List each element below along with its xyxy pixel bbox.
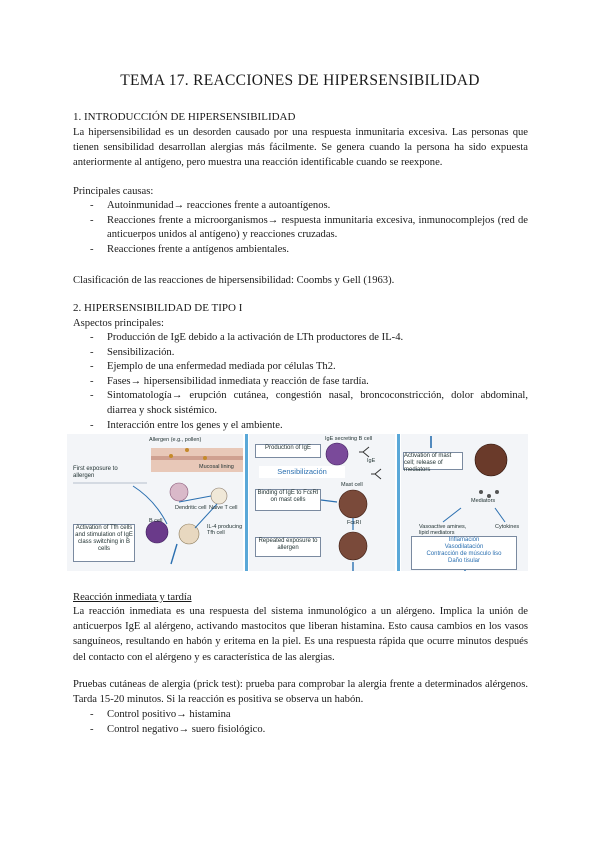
page-title: TEMA 17. REACCIONES DE HIPERSENSIBILIDAD xyxy=(120,72,480,89)
binding-box: Binding of IgE to FcεRI on mast cells xyxy=(255,489,321,511)
list-item: - Ejemplo de una enfermedad mediada por células Th2. xyxy=(90,360,528,375)
panel-divider xyxy=(397,434,400,571)
b-cell-shape xyxy=(146,521,168,543)
activation-box: Activation of Tfh cells and stimulation of IgE class switching in B cells xyxy=(73,524,135,562)
mediators-label: Mediators xyxy=(471,498,496,504)
mast-activation-box: Activation of mast cell; release of mediators xyxy=(403,452,463,470)
list-item: - Producción de IgE debido a la activación de LTh productores de IL-4. xyxy=(90,331,528,346)
allergen-label: Allergen (e.g., pollen) xyxy=(149,437,202,443)
dendritic-label: Dendritic cell xyxy=(175,505,207,511)
list-item: - Control negativo→ suero fisiológico. xyxy=(90,723,528,738)
repeated-box: Repeated exposure to allergen xyxy=(255,537,321,557)
naive-label: Naive T cell xyxy=(209,505,238,511)
ige-b-cell-shape xyxy=(326,443,348,465)
effects-box xyxy=(411,536,517,570)
aspects-label: Aspectos principales: xyxy=(73,318,164,329)
bcell-label: B cell xyxy=(149,518,163,524)
dendritic-cell-shape xyxy=(170,483,188,501)
section-heading-intro: 1. INTRODUCCIÓN DE HIPERSENSIBILIDAD xyxy=(73,111,296,123)
mast-cell-shape-2 xyxy=(339,532,367,560)
effect-item: Inflamación xyxy=(448,537,480,543)
vasoactive-label: Vasoactive amines, lipid mediators xyxy=(419,524,467,536)
production-box: Production of IgE xyxy=(255,444,321,458)
panel-divider xyxy=(245,434,248,571)
list-item: - Reacciones frente a microorganismos→ respuesta inmunitaria excesiva, inmunocomplejos (red de anticuerpos unidos al antígeno) y reacciones cruzadas. xyxy=(90,214,528,243)
mast-label: Mast cell xyxy=(341,482,363,488)
first-exposure-label: First exposure to allergen xyxy=(73,466,118,479)
list-item: - Sensibilización. xyxy=(90,346,528,361)
immediate-reaction-paragraph: La reacción inmediata es una respuesta del sistema inmunológico a un alérgeno. Implica la unión de anticuerpos IgE al alérgeno, activando mastocitos que liberan histamina. Esto causa cambios en los vasos sanguíneos, resultando en habón y eritema en la piel. Es una respuesta rápida que ocurre minutos después del contacto con el alérgeno y es característica de las alergias. xyxy=(73,606,528,663)
list-item: - Sintomatología→ erupción cutánea, congestión nasal, broncoconstricción, dolor abdominal, diarrea y shock sistémico. xyxy=(90,389,528,418)
figure-panel-sensitization xyxy=(67,434,243,571)
cytokines-label: Cytokines xyxy=(495,524,520,530)
section-heading-type1: 2. HIPERSENSIBILIDAD DE TIPO I xyxy=(73,302,243,314)
list-item: - Fases→ hipersensibilidad inmediata y reacción de fase tardía. xyxy=(90,375,528,390)
figure-panel-mediators xyxy=(401,434,528,571)
prick-test-paragraph: Pruebas cutáneas de alergia (prick test): prueba para comprobar la alergia frente a determinados alérgenos. Tarda 15-20 minutos. Si la reacción es positiva se observa un habón. xyxy=(73,679,528,706)
list-item: - Autoinmunidad→ reacciones frente a autoantígenos. xyxy=(90,199,528,214)
list-item: - Interacción entre los genes y el ambiente. xyxy=(90,419,528,434)
list-item: - Control positivo→ histamina xyxy=(90,708,528,723)
sensibilizacion-label: Sensibilización xyxy=(259,466,345,478)
effect-item: Contracción de músculo liso xyxy=(426,551,502,557)
mucosal-label: Mucosal lining xyxy=(199,464,234,470)
figure-panel-ige xyxy=(249,434,395,571)
aspects-list xyxy=(90,331,528,433)
list-item: - Reacciones frente a antígenos ambientales. xyxy=(90,243,528,258)
effect-item: Daño tisular xyxy=(447,558,480,564)
ige-drawing xyxy=(249,434,395,571)
hypersensitivity-figure xyxy=(67,434,528,571)
naive-t-cell-shape xyxy=(211,488,227,504)
causes-list xyxy=(90,199,528,257)
classification-text: Clasificación de las reacciones de hipersensibilidad: Coombs y Gell (1963). xyxy=(73,275,395,286)
ige-label: IgE xyxy=(367,458,376,464)
subsection-heading: Reacción inmediata y tardía xyxy=(73,592,192,603)
effect-item: Vasodilatación xyxy=(444,544,484,550)
mast-cell-shape xyxy=(339,490,367,518)
controls-list xyxy=(90,708,528,737)
ige-secreting-label: IgE secreting B cell xyxy=(325,436,373,442)
fceri-label: FcεRI xyxy=(347,520,362,526)
il4-label: IL-4 producing Tfh cell xyxy=(207,524,243,536)
activated-mast-cell-shape xyxy=(475,444,507,476)
intro-paragraph: La hipersensibilidad es un desorden causado por una respuesta inmunitaria excesiva. Las personas que tienen sensibilidad desarrollan alergias más fácilmente. Se genera cuando la persona ha sido expuesta anteriormente al antígeno, pero muestra una reacción identificable cuando se reexpone. xyxy=(73,127,528,169)
causes-label: Principales causas: xyxy=(73,186,154,197)
